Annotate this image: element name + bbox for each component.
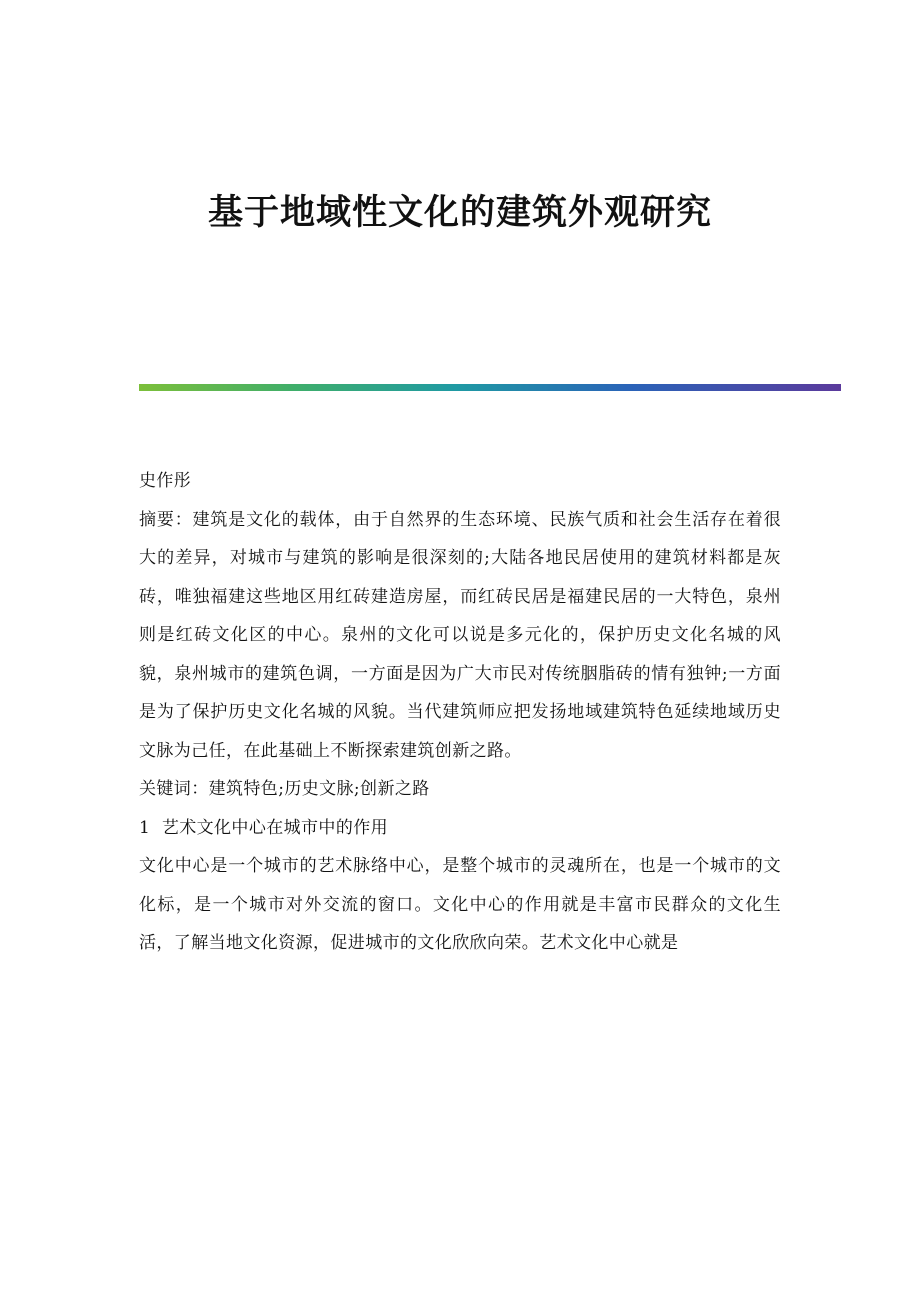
section-paragraph: 文化中心是一个城市的艺术脉络中心，是整个城市的灵魂所在，也是一个城市的文化标，是一个城市对外交流的窗口。文化中心的作用就是丰富市民群众的文化生活，了解当地文化资源，促进城市的文化欣欣向荣。艺术文化中心就是 [139, 856, 781, 953]
section-heading: 1 艺术文化中心在城市中的作用 [139, 817, 389, 838]
document-title: 基于地域性文化的建筑外观研究 [207, 192, 712, 233]
gradient-divider [139, 384, 841, 391]
document-body [139, 462, 781, 963]
author-name: 史作彤 [139, 471, 192, 491]
abstract-paragraph: 摘要：建筑是文化的载体，由于自然界的生态环境、民族气质和社会生活存在着很大的差异，对城市与建筑的影响是很深刻的;大陆各地民居使用的建筑材料都是灰砖，唯独福建这些地区用红砖建造房屋，而红砖民居是福建民居的一大特色，泉州则是红砖文化区的中心。泉州的文化可以说是多元化的，保护历史文化名城的风貌，泉州城市的建筑色调，一方面是因为广大市民对传统胭脂砖的情有独钟;一方面是为了保护历史文化名城的风貌。当代建筑师应把发扬地域建筑特色延续地域历史文脉为己任，在此基础上不断探索建筑创新之路。 [139, 509, 781, 761]
keywords-line: 关键词：建筑特色;历史文脉;创新之路 [139, 779, 430, 799]
